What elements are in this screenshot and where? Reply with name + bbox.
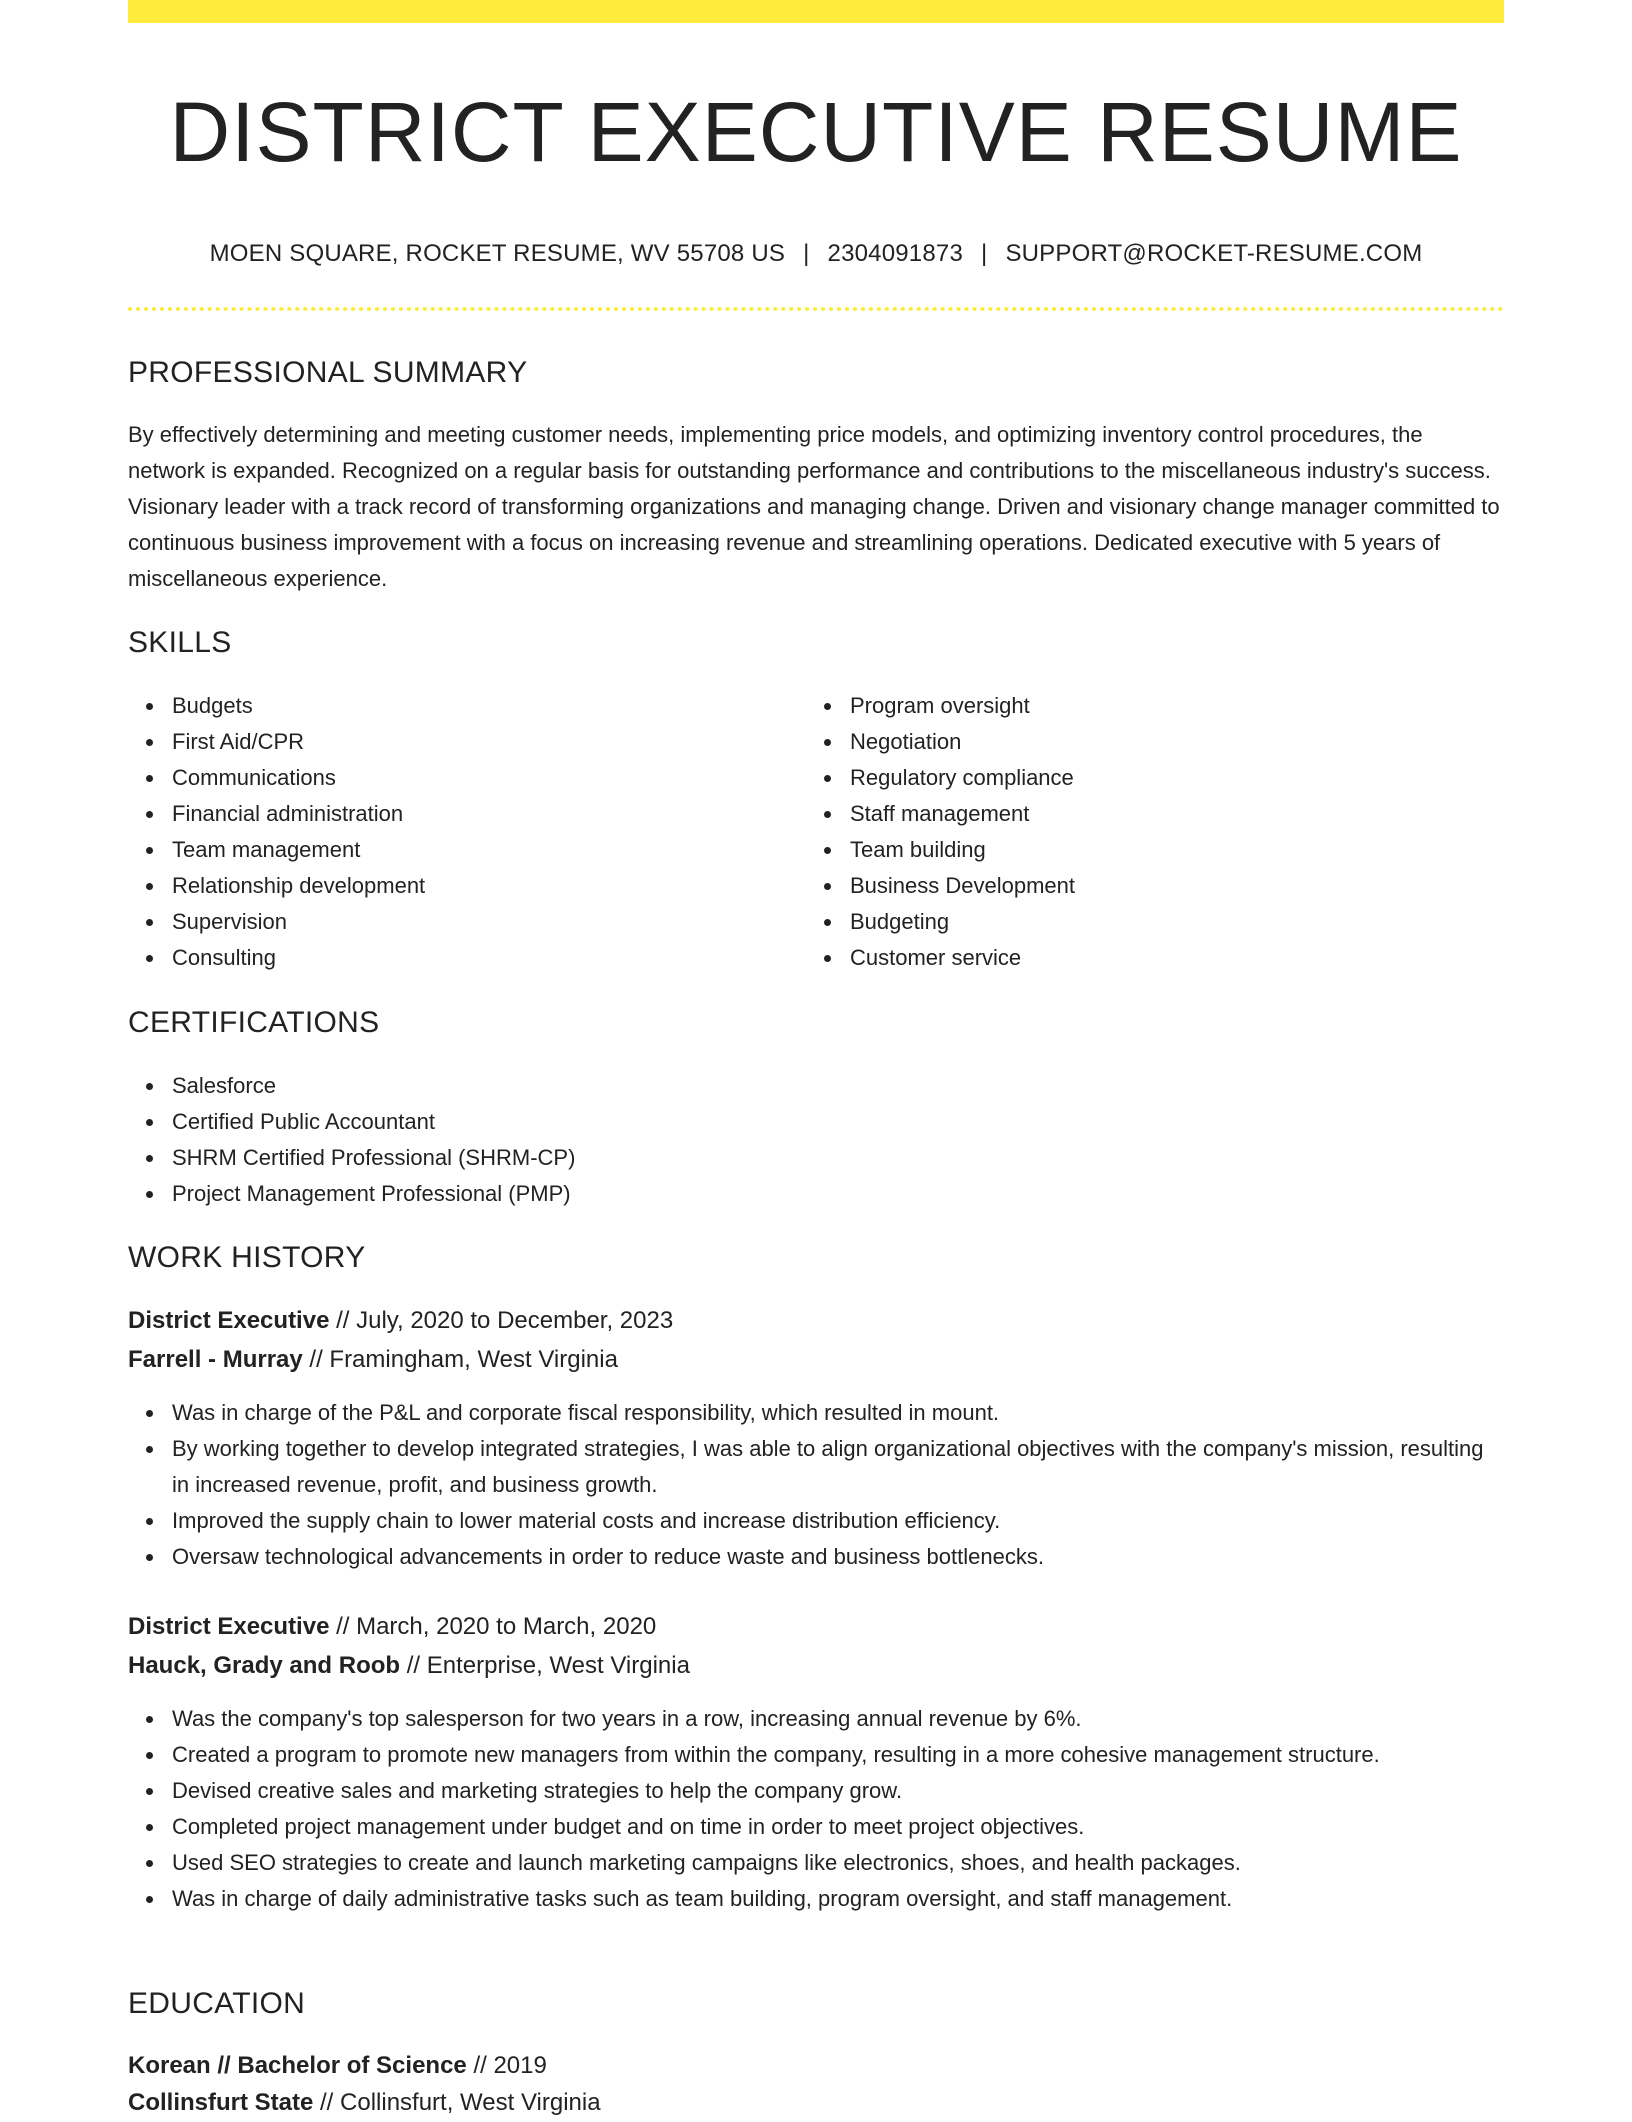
job-bullet: Devised creative sales and marketing strategies to help the company grow. (172, 1773, 1502, 1809)
skill-item: Financial administration (172, 796, 812, 832)
job-company-line (128, 1647, 1504, 1685)
job-location: // Framingham, West Virginia (302, 1346, 618, 1373)
education-school: Collinsfurt State (128, 2089, 314, 2116)
skill-item: Team management (172, 832, 812, 868)
skill-item: Team building (850, 832, 1490, 868)
phone: 2304091873 (827, 240, 963, 267)
job-company: Hauck, Grady and Roob (128, 1652, 401, 1679)
skill-item: Customer service (850, 940, 1490, 976)
job-title-line (128, 1302, 1504, 1340)
job-company: Farrell - Murray (128, 1346, 303, 1373)
job-bullet: Used SEO strategies to create and launch marketing campaigns like electronics, shoes, and health packages. (172, 1845, 1502, 1881)
skill-item: Budgeting (850, 904, 1490, 940)
job-bullet: Was in charge of daily administrative tasks such as team building, program oversight, and staff management. (172, 1881, 1502, 1917)
job-location: // Enterprise, West Virginia (400, 1652, 690, 1679)
job-dates: // March, 2020 to March, 2020 (329, 1613, 657, 1640)
job-bullet: Completed project management under budget and on time in order to meet project objectives. (172, 1809, 1502, 1845)
certification-item: Project Management Professional (PMP) (172, 1176, 1502, 1212)
job-bullet: Was in charge of the P&L and corporate fiscal responsibility, which resulted in mount. (172, 1395, 1502, 1431)
skill-item: Regulatory compliance (850, 760, 1490, 796)
work-history-heading: WORK HISTORY (128, 1241, 366, 1274)
job-bullet: Improved the supply chain to lower material costs and increase distribution efficiency. (172, 1503, 1502, 1539)
skill-item: Relationship development (172, 868, 812, 904)
contact-separator: | (981, 240, 988, 267)
job-bullet: By working together to develop integrated strategies, I was able to align organizational objectives with the company's mission, resulting in increased revenue, profit, and business growth. (172, 1431, 1502, 1503)
education-degree: Korean // Bachelor of Science (128, 2052, 467, 2079)
education-year: // 2019 (466, 2052, 547, 2079)
contact-separator: | (803, 240, 810, 267)
skills-list-right (806, 688, 1490, 976)
skill-item: Program oversight (850, 688, 1490, 724)
job-bullet: Was the company's top salesperson for two years in a row, increasing annual revenue by 6%. (172, 1701, 1502, 1737)
job-bullets (128, 1701, 1548, 1917)
job-bullet: Created a program to promote new managers from within the company, resulting in a more cohesive management structure. (172, 1737, 1502, 1773)
skill-item: Negotiation (850, 724, 1490, 760)
education-location: // Collinsfurt, West Virginia (313, 2089, 601, 2116)
skill-item: Communications (172, 760, 812, 796)
skill-item: Business Development (850, 868, 1490, 904)
summary-heading: PROFESSIONAL SUMMARY (128, 356, 528, 389)
header-divider (128, 307, 1504, 311)
email: SUPPORT@ROCKET-RESUME.COM (1005, 240, 1423, 267)
job-role: District Executive (128, 1307, 330, 1334)
certifications-heading: CERTIFICATIONS (128, 1006, 380, 1039)
skills-list-left (128, 688, 812, 976)
education-heading: EDUCATION (128, 1987, 306, 2020)
skill-item: Staff management (850, 796, 1490, 832)
skill-item: Budgets (172, 688, 812, 724)
certification-item: Salesforce (172, 1068, 1502, 1104)
job-company-line (128, 1341, 1504, 1379)
skill-item: Consulting (172, 940, 812, 976)
job-role: District Executive (128, 1613, 330, 1640)
top-accent-bar (128, 0, 1504, 23)
education-school-line (128, 2084, 1504, 2122)
skill-item: Supervision (172, 904, 812, 940)
job-title-line (128, 1608, 1504, 1646)
contact-line (128, 236, 1504, 272)
job-bullet: Oversaw technological advancements in order to reduce waste and business bottlenecks. (172, 1539, 1502, 1575)
certification-item: SHRM Certified Professional (SHRM-CP) (172, 1140, 1502, 1176)
address: MOEN SQUARE, ROCKET RESUME, WV 55708 US (209, 240, 786, 267)
skills-heading: SKILLS (128, 626, 232, 659)
certifications-list (128, 1068, 1502, 1212)
job-dates: // July, 2020 to December, 2023 (329, 1307, 674, 1334)
resume-title: DISTRICT EXECUTIVE RESUME (169, 85, 1463, 179)
education-degree-line (128, 2047, 1504, 2085)
certification-item: Certified Public Accountant (172, 1104, 1502, 1140)
summary-text: By effectively determining and meeting customer needs, implementing price models, and optimizing inventory control procedures, the network is expanded. Recognized on a regular basis for outstanding performance and contributions to the miscellaneous industry's success. Visionary leader with a track record of transforming organizations and managing change. Driven and visionary change manager committed to continuous business improvement with a focus on increasing revenue and streamlining operations. Dedicated executive with 5 years of miscellaneous experience. (128, 422, 1500, 591)
resume-page (128, 0, 1504, 2116)
job-bullets (128, 1395, 1548, 1575)
skill-item: First Aid/CPR (172, 724, 812, 760)
